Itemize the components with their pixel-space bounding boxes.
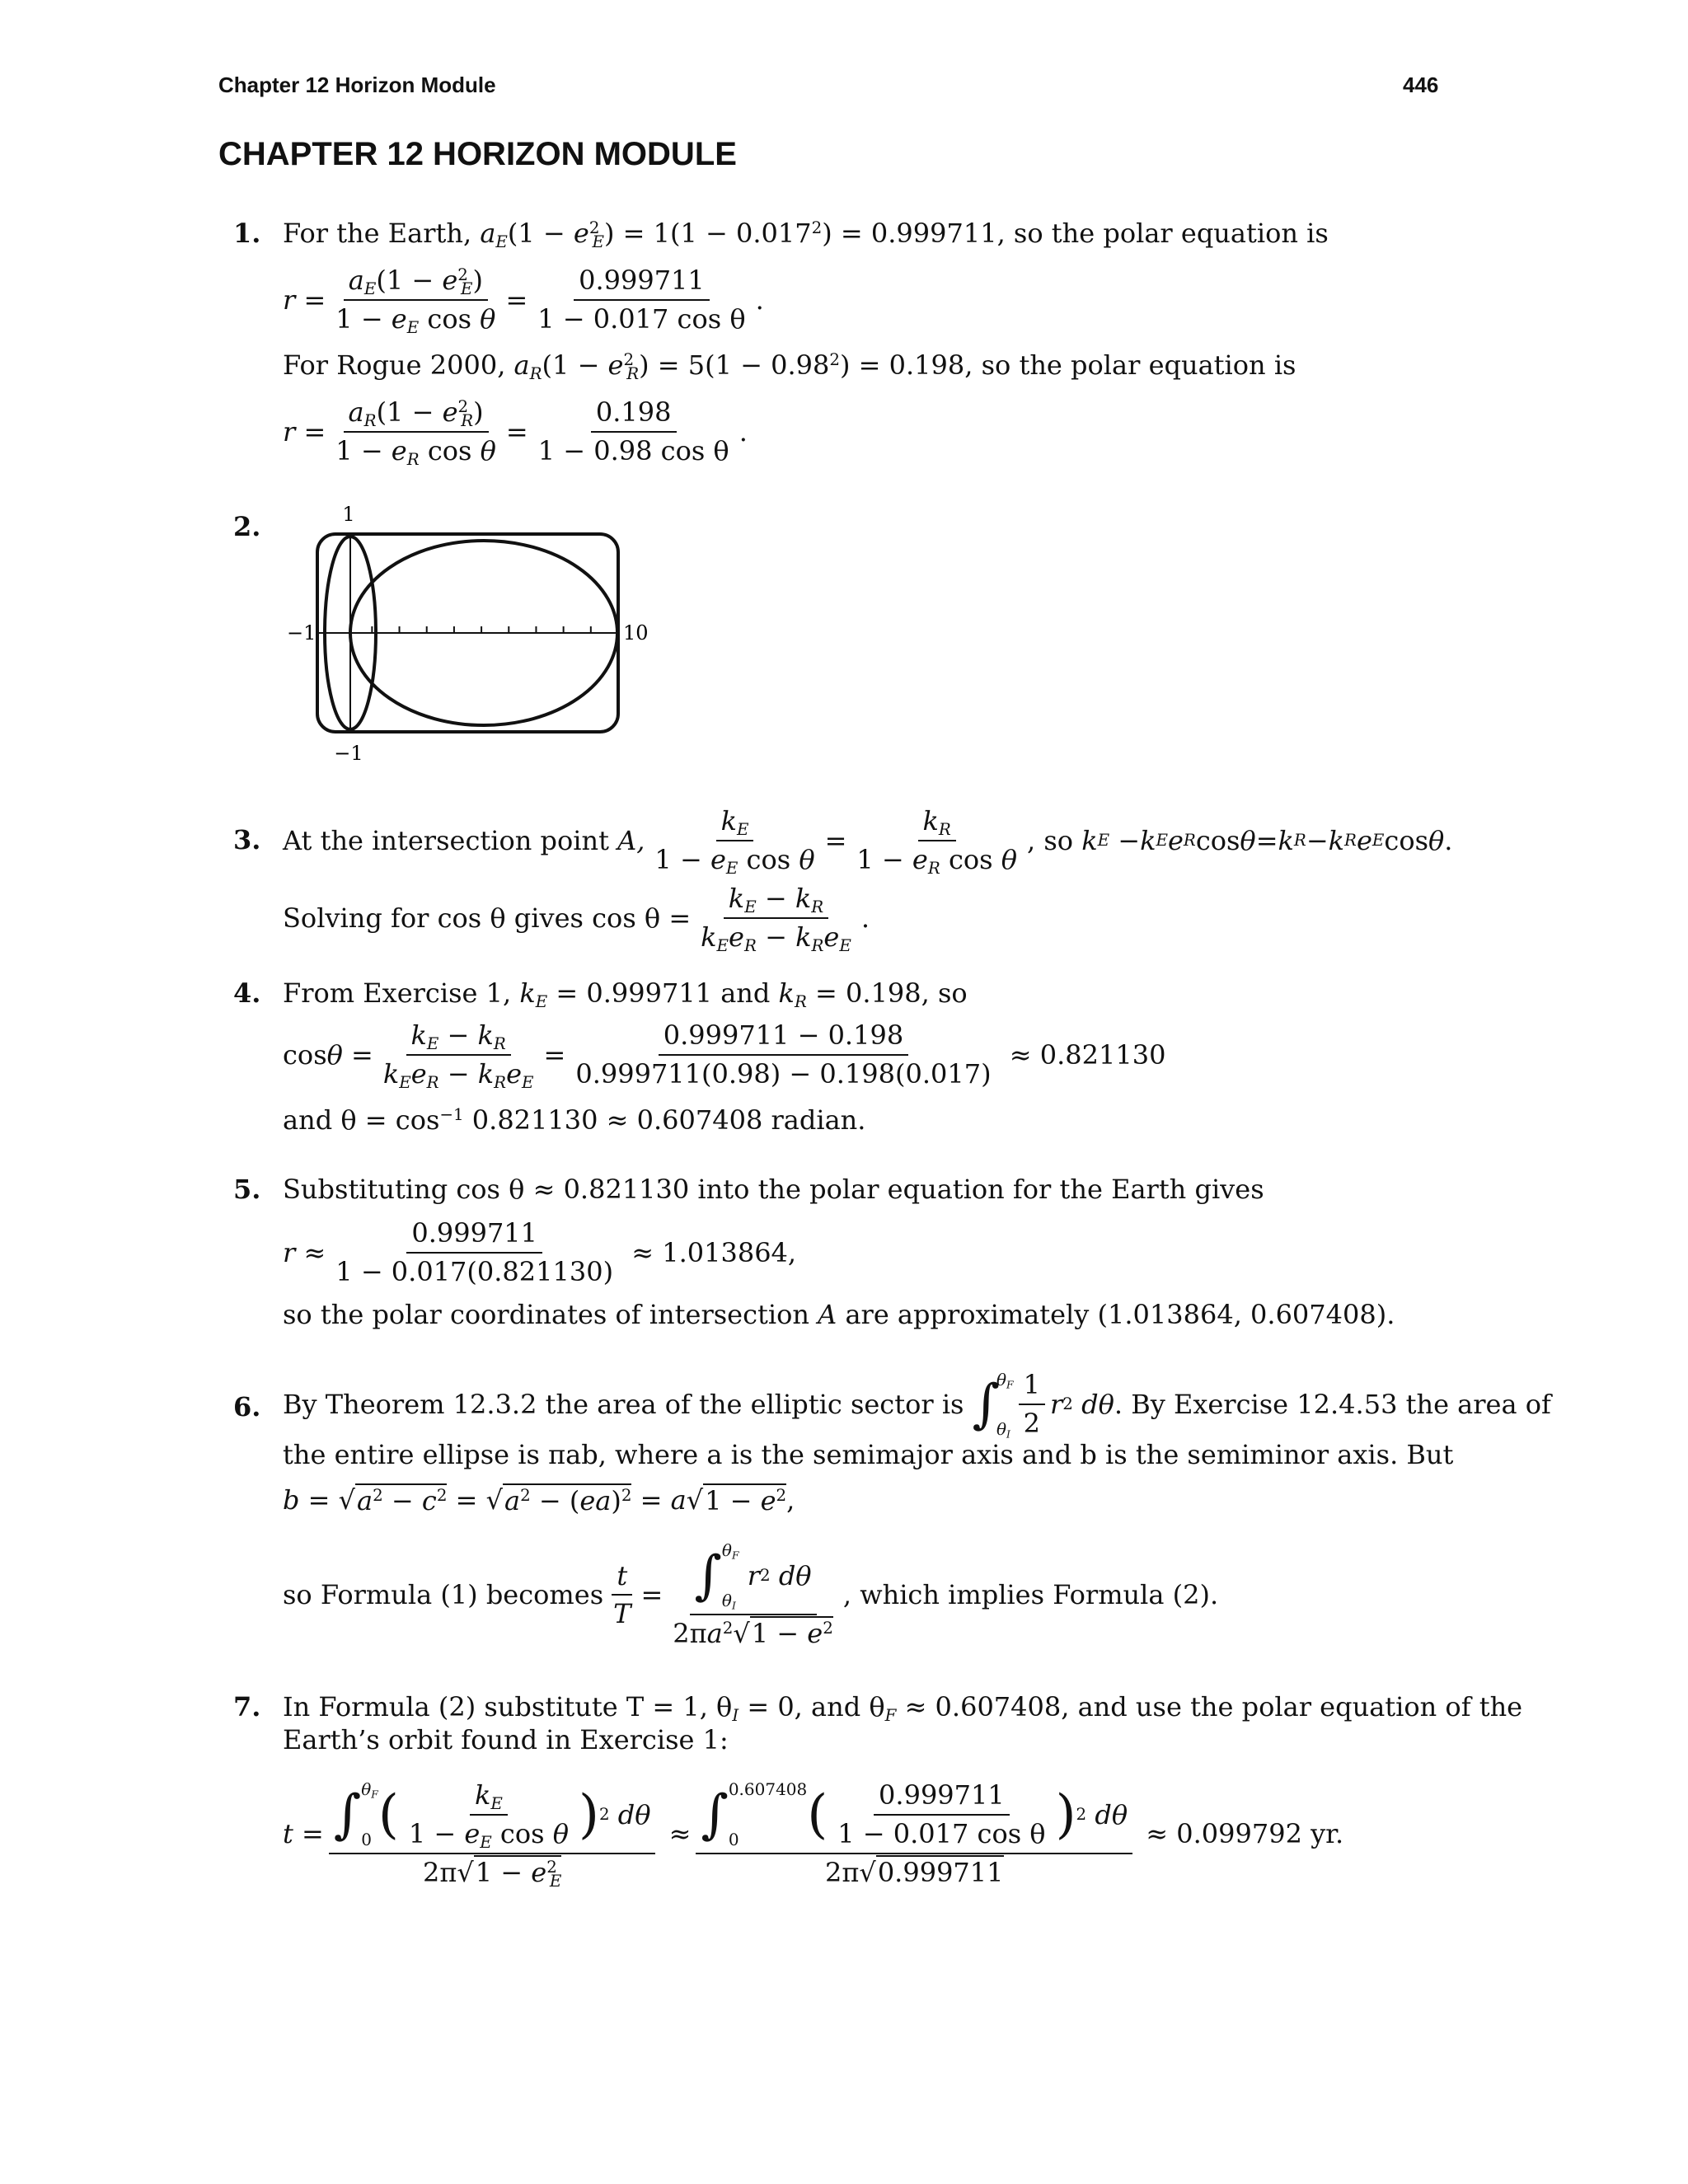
y-max-label: 1 — [342, 503, 355, 526]
ex5-intro: Substituting cos θ ≈ 0.821130 into the polar equation for the Earth gives — [283, 1174, 1264, 1205]
ex7-line2: Earth’s orbit found in Exercise 1: — [283, 1724, 729, 1755]
page-number: 446 — [1403, 73, 1439, 97]
ex7-line1: In Formula (2) substitute T = 1, $\theta_I = 0$, and $\theta_F \approx 0.607408$, and use the polar equation of the — [283, 1691, 1523, 1725]
ex4-cos-computation: cos θ = $\frac{k_E - k_R}{k_Ee_R - k_Re_E}$ = $\frac{0.999711 - 0.198}{0.999711(0.98) - 0.198(0.017)}$ ≈ 0.821130 — [283, 1019, 1166, 1092]
exercise-number: 7. — [233, 1691, 261, 1722]
ex1-rogue-intro: For Rogue 2000, $a_R(1 - e^2_R) = 5(1 - 0.98^2) = 0.198$, so the polar equation is — [283, 349, 1296, 383]
ex3-solution: Solving for cos θ gives cos θ = $\frac{k_E - k_R}{k_Ee_R - k_Re_E}$ . — [283, 883, 870, 955]
ex4-angle: and $\theta = \cos^{-1} 0.821130 \approx 0.607408$ radian. — [283, 1104, 866, 1136]
chapter-title: CHAPTER 12 HORIZON MODULE — [218, 136, 737, 172]
exercise-number: 2. — [233, 511, 261, 542]
exercise-number: 5. — [233, 1174, 261, 1205]
ex5-conclusion: so the polar coordinates of intersection A are approximately (1.013864, 0.607408). — [283, 1299, 1395, 1330]
ex1-intro: For the Earth, $a_E(1 - e^2_E) = 1(1 - 0.017^2) = 0.999711$, so the polar equation is — [283, 218, 1329, 251]
ex5-radius: r ≈ $\frac{0.999711}{1 - 0.017(0.821130)}$ ≈ 1.013864, — [283, 1217, 797, 1287]
ex1-rogue-equation: r = $\frac{a_R(1 - e^2_R)}{1 - e_R \cos \theta}$ = $\frac{0.198}{\text{1 − 0.98 cos θ}}$ . — [283, 396, 748, 469]
x-min-label: −1 — [287, 621, 316, 644]
ex7-time-integral: t = ∫ $\theta_F$ 0 ( $\frac{k_E}{1 - e_E \cos \theta}$ ) 2 dθ $2\pi√1 - e^2_E$ ≈ ∫ 0.607408 0 ( $\frac{0.999711}{\text{1 − 0.017 cos θ}}$ ) 2 dθ 2π√0.999711 ≈ 0.099792 yr. — [283, 1779, 1344, 1891]
exercise-number: 6. — [233, 1391, 261, 1422]
x-axis-ticks — [372, 626, 590, 633]
running-header: Chapter 12 Horizon Module — [218, 73, 496, 97]
exercise-number: 3. — [233, 824, 261, 855]
ex6-line2: the entire ellipse is πab, where a is the semimajor axis and b is the semiminor axis. But — [283, 1439, 1454, 1470]
ex6-formula: so Formula (1) becomes $\frac{t}{T}$ = ∫ $\theta_F$ $\theta_I$ r 2 dθ $2\pi a^2√1 - e^2$ , which implies Formula (2). — [283, 1540, 1219, 1649]
ex4-intro: From Exercise 1, $k_E = 0.999711$ and $k_R = 0.198$, so — [283, 977, 968, 1011]
ex3-intersection: At the intersection point A, $\frac{k_E}{1 - e_E \cos \theta}$ = $\frac{k_R}{1 - e_R \cos \theta}$ , so k E − k E e R cos θ = k R − k R e E cos θ . — [283, 805, 1453, 878]
ex6-line1: By Theorem 12.3.2 the area of the elliptic sector is ∫ $\theta_F$ $\theta_I$ $\frac{1}{2}$ r 2 dθ . By Exercise 12.4.53 the area of — [283, 1369, 1551, 1441]
orbit-graph — [272, 503, 659, 775]
ex1-earth-equation: r = $\frac{a_E(1 - e^2_E)}{1 - e_E \cos \theta}$ = $\frac{0.999711}{\text{1 − 0.017 cos θ}}$ . — [283, 265, 764, 337]
exercise-number: 1. — [233, 218, 261, 249]
exercise-number: 4. — [233, 977, 261, 1009]
x-max-label: 10 — [623, 621, 649, 644]
y-min-label: −1 — [334, 742, 363, 765]
ex6-semiminor: b = √ $a^2 - c^2$ = √ $a^2 - (ea)^2$ = a √ $1 - e^2$ , — [283, 1484, 795, 1516]
